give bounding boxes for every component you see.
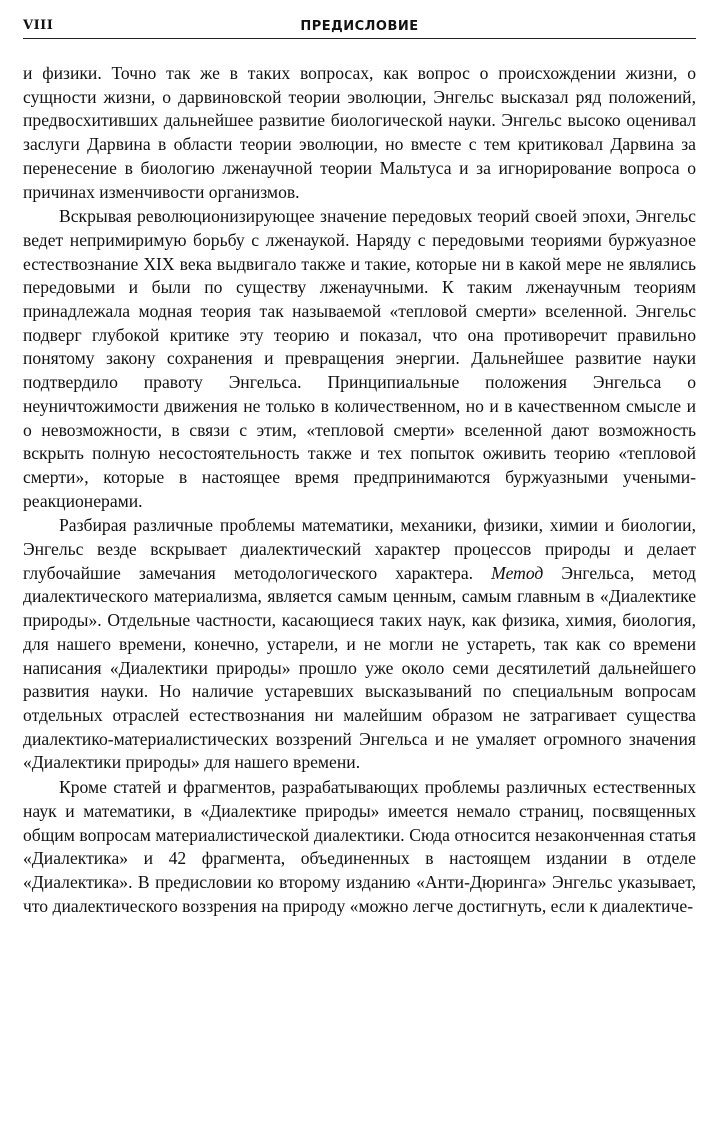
- paragraph-3: [23, 514, 696, 775]
- paragraph-3-part-2: Энгельса, метод диалектического материализма, является самым ценным, самым главным в «Диалектике природы». Отдельные частности, касающиеся таких наук, как физика, химия, биология, для нашего времени, конечно, устарели, и не могли не устареть, так как со времени написания «Диалектики природы» прошло уже около семи десятилетий дальнейшего развития науки. Но наличие устаревших высказываний по специальным вопросам отдельных отраслей естествознания ни малейшим образом не затрагивает существа диалектико-материалистических воззрений Энгельса и не умаляет огромного значения «Диалектики природы» для нашего времени.: [23, 562, 696, 773]
- paragraph-1: и физики. Точно так же в таких вопросах, как вопрос о происхождении жизни, о сущности жизни, о дарвиновской теории эволюции, Энгельс высказал ряд положений, предвосхитивших дальнейшее развитие биологической науки. Энгельс высоко оценивал заслуги Дарвина в области теории эволюции, но вместе с тем критиковал Дарвина за перенесение в биологию лженаучной теории Мальтуса и за игнорирование вопроса о причинах изменчивости организмов.: [23, 63, 696, 202]
- running-header: [23, 14, 696, 39]
- page-number: VIII: [23, 18, 54, 33]
- paragraph-2: Вскрывая революционизирующее значение передовых теорий своей эпохи, Энгельс ведет непримиримую борьбу с лженаукой. Наряду с передовыми теориями буржуазное естествознание XIX века выдвигало также и такие, которые ни в какой мере не являлись передовыми и были по существу лженаучными. К таким лженаучным теориям принадлежала модная теория так называемой «тепловой смерти» вселенной. Энгельс подверг глубокой критике эту теорию и показал, что она противоречит правильно понятому закону сохранения и превращения энергии. Дальнейшее развитие науки подтвердило правоту Энгельса. Принципиальные положения Энгельса о неуничтожимости движения не только в количественном, но и в качественном смысле и о невозможности, в связи с этим, «тепловой смерти» вселенной дают возможность вскрыть полную несостоятельность также и тех попыток оживить теорию «тепловой смерти», которые в настоящее время предпринимаются буржуазными учеными-реакционерами.: [23, 206, 696, 511]
- page-title: ПРЕДИСЛОВИЕ: [300, 18, 419, 34]
- page-body: [23, 62, 696, 918]
- paragraph-3-part-1: Разбирая различные проблемы математики, механики, физики, химии и биологии, Энгельс везде вскрывает диалектический характер процессов природы и делает глубочайшие замечания методологического характера.: [23, 515, 696, 583]
- emphasized-word: Метод: [491, 562, 544, 583]
- paragraph-4: Кроме статей и фрагментов, разрабатывающих проблемы различных естественных наук и математики, в «Диалектике природы» имеется немало страниц, посвященных общим вопросам материалистической диалектики. Сюда относится незаконченная статья «Диалектика» и 42 фрагмента, объединенных в настоящем издании в отделе «Диалектика». В предисловии ко второму изданию «Анти-Дюринга» Энгельс указывает, что диалектического воззрения на природу «можно легче достигнуть, если к диалектиче-: [23, 777, 696, 916]
